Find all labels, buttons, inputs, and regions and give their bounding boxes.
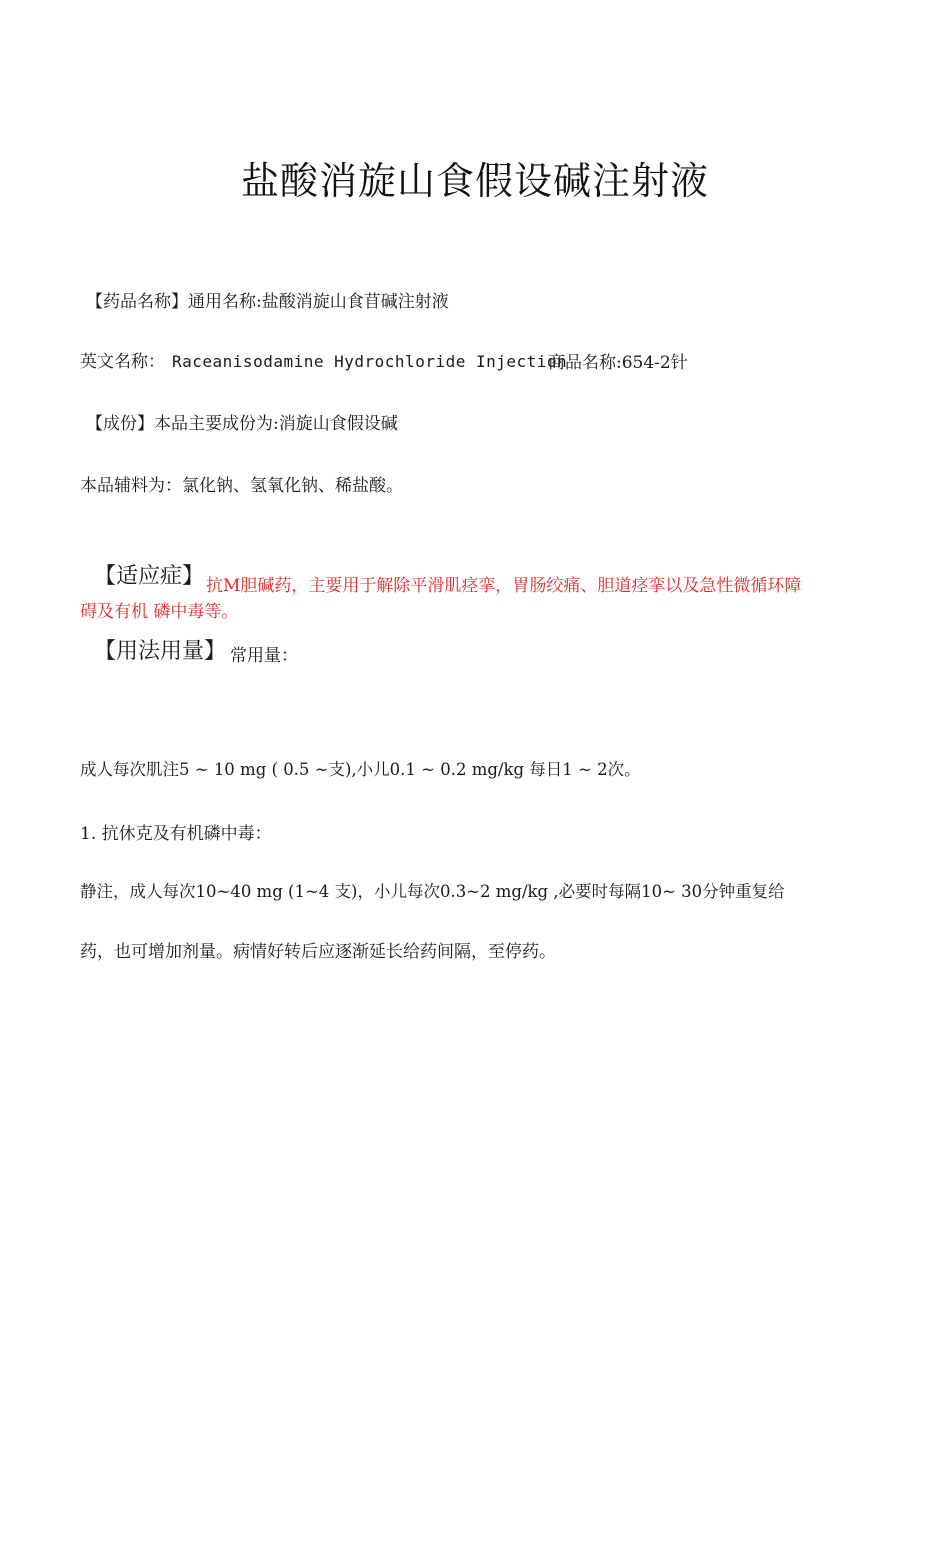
composition-line: 【成份】本品主要成份为:消旋山食假设碱 bbox=[86, 414, 398, 434]
document-title: 盐酸消旋山食假设碱注射液 bbox=[240, 159, 709, 203]
item-1-text-line-1: 静注，成人每次10~40 mg (1~4 支)，小儿每次0.3~2 mg/kg ,必要时每隔10~ 30分钟重复给 bbox=[80, 882, 785, 901]
excipients-line: 本品辅料为：氯化钠、氢氧化钠、稀盐酸。 bbox=[80, 476, 403, 496]
item-1-text-line-2: 药，也可增加剂量。病情好转后应逐渐延长给药间隔，至停药。 bbox=[80, 942, 556, 962]
item-1-title: 1. 抗休克及有机磷中毒： bbox=[80, 824, 272, 844]
dosage-label: 常用量： bbox=[230, 646, 298, 666]
trade-name: 商品名称:654-2针 bbox=[548, 353, 688, 373]
english-name-value: Raceanisodamine Hydrochloride Injection bbox=[172, 352, 568, 371]
indications-text-line-1: 抗M胆碱药，主要用于解除平滑肌痉挛，胃肠绞痛、胆道痉挛以及急性微循环障 bbox=[206, 576, 802, 596]
dosage-general: 成人每次肌注5 ~ 10 mg ( 0.5 ~支),小儿0.1 ~ 0.2 mg/kg 每日1 ~ 2次。 bbox=[80, 760, 641, 779]
indications-heading: 【适应症】 bbox=[94, 564, 205, 589]
dosage-heading: 【用法用量】 bbox=[94, 639, 227, 664]
drug-name-line: 【药品名称】通用名称:盐酸消旋山食苜碱注射液 bbox=[86, 292, 449, 312]
indications-text-line-2: 碍及有机 磷中毒等。 bbox=[80, 602, 239, 622]
english-name-label: 英文名称： bbox=[80, 352, 165, 372]
